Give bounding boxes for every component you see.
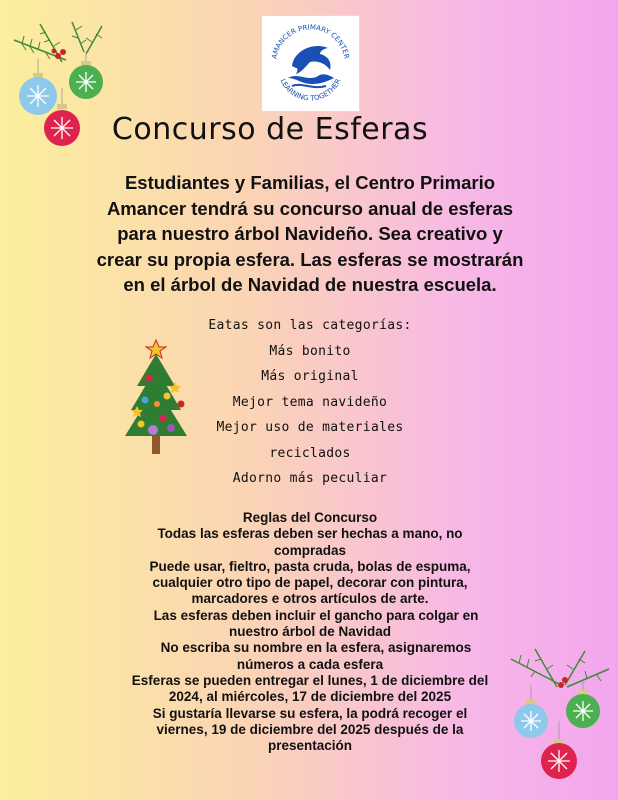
rule-line: cualquier otro tipo de papel, decorar con pintura, xyxy=(152,575,468,591)
categories-heading: Eatas son las categorías: xyxy=(208,318,412,333)
category-item: Mejor uso de materiales xyxy=(216,420,404,435)
intro-line: para nuestro árbol Navideño. Sea creativo y xyxy=(117,223,503,244)
school-logo xyxy=(261,15,360,112)
rule-line: No escriba su nombre en la esfera, asignaremos xyxy=(160,640,472,656)
dolphin-logo xyxy=(262,16,359,111)
intro-line: crear su propia esfera. Las esferas se mostrarán xyxy=(96,248,524,270)
rule-line: viernes, 19 de diciembre del 2025 después de la xyxy=(156,721,464,737)
ornament-cluster-icon xyxy=(505,645,615,785)
category-item: Mejor tema navideño xyxy=(232,394,388,410)
rules-heading: Reglas del Concurso xyxy=(242,510,378,525)
christmas-tree-icon xyxy=(123,338,193,460)
logo-arc-bottom: LEARNING TOGETHER xyxy=(278,77,343,103)
intro-line: Amancer tendrá su concurso anual de esferas xyxy=(106,197,514,219)
rule-line: nuestro árbol de Navidad xyxy=(228,624,392,640)
rule-line: Las esferas deben incluir el gancho para colgar en xyxy=(153,607,479,623)
rule-line: compradas xyxy=(273,542,347,558)
category-item: Adorno más peculiar xyxy=(232,471,388,486)
intro-line: Estudiantes y Familias, el Centro Primario xyxy=(124,172,496,193)
categories-list xyxy=(195,313,425,492)
category-item: Más bonito xyxy=(269,343,351,359)
page-title: Concurso de Esferas xyxy=(111,112,429,147)
rule-line: números a cada esfera xyxy=(236,656,384,672)
intro-line: en el árbol de Navidad de nuestra escuela. xyxy=(123,274,497,295)
rules-section xyxy=(110,510,510,754)
category-item: Más original xyxy=(261,369,359,384)
rule-line: Si gustaría llevarse su esfera, la podrá recoger el xyxy=(152,705,468,721)
rule-line: presentación xyxy=(267,738,353,754)
rule-line: 2024, al miércoles, 17 de diciembre del 2025 xyxy=(168,689,452,705)
logo-arc-top: AMANCER PRIMARY CENTER xyxy=(270,23,351,60)
rule-line: Puede usar, fieltro, pasta cruda, bolas de espuma, xyxy=(149,558,471,574)
rule-line: Todas las esferas deben ser hechas a mano, no xyxy=(157,526,463,542)
intro-paragraph xyxy=(95,170,525,298)
rule-line: Esferas se pueden entregar el lunes, 1 de diciembre del xyxy=(131,672,489,688)
rule-line: marcadores e otros artículos de arte. xyxy=(191,591,429,607)
category-item: reciclados xyxy=(269,445,351,461)
